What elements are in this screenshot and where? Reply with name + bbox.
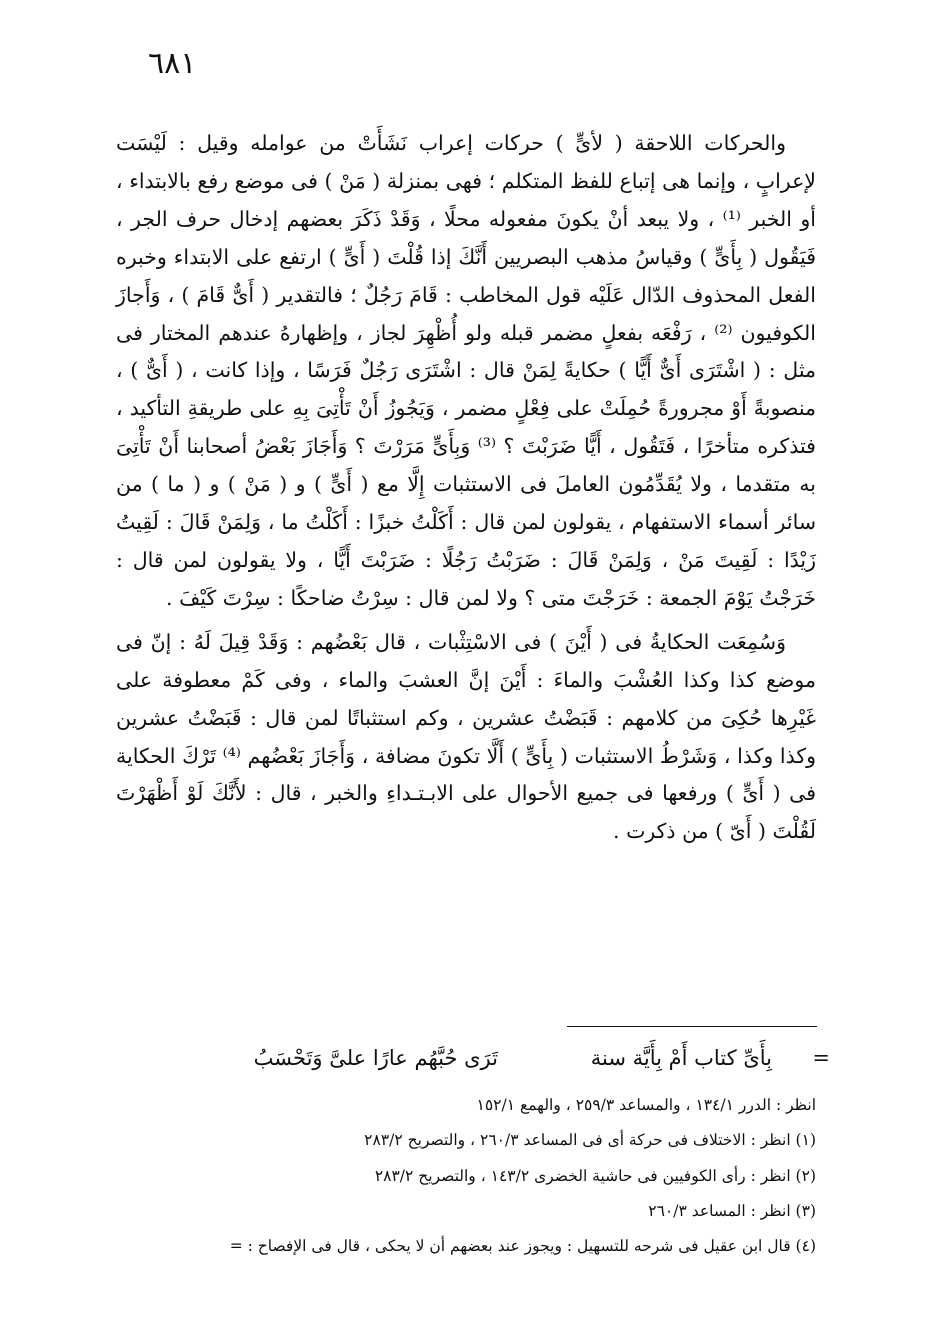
footnote-source: انظر : الدرر ١٣٤/١ ، والمساعد ٢٥٩/٣ ، والهمع ١٥٢/١ <box>476 1096 816 1114</box>
footnote-separator <box>567 1026 817 1027</box>
verse-line <box>150 1040 830 1086</box>
main-text <box>116 125 816 851</box>
footnotes <box>116 1088 816 1264</box>
footnote-4: (٤) قال ابن عقيل فى شرحه للتسهيل : ويجوز عند بعضهم أن لا يحكى ، قال فى الإفصاح : = <box>229 1237 816 1256</box>
page-number: ٦٨١ <box>148 46 197 81</box>
verse-first-hemistich: بِأَىِّ كتاب أَمْ بِأَيَّة سنة <box>590 1046 772 1070</box>
paragraph-1: والحركات اللاحقة ( لأىٍّ ) حركات إعراب نَشَأَتْ من عوامله وقيل : لَيْسَت لإعرابٍ ، وإنما هى إتباع للفظ المتكلم ؛ فهى بمنزلة ( مَنْ ) فى موضع رفع بالابتداء ، أو الخبر ⁽¹⁾ ، ولا يبعد أنْ يكونَ مفعوله محلًا ، وَقَدْ ذَكَرَ بعضهم إدخال حرف الجر ، فَيَقُول ( بِأَىٍّ ) وقياسُ مذهب البصريين أَنَّكَ إذا قُلْتَ ( أَىٍّ ) ارتفع على الابتداء وخبره الفعل المحذوف الدّال عَلَيْه قول المخاطب : قَامَ رَجُلٌ ؛ فالتقدير ( أَىٌّ قَامَ ) ، وَأَجازَ الكوفيون ⁽²⁾ ، رَفْعَه بفعلٍ مضمر قبله ولو أُظْهِرَ لجاز ، وإظهارهُ عندهم المختار فى مثل : ( اشْتَرَى أَىٌّ أَيًّا ) حكايةً لِمَنْ قال : اشْتَرَى رَجُلٌ فَرَسًا ، وإذا كانت ، ( أَىٌّ ) ، منصوبةً أَوْ مجرورةً حُمِلَتْ على فِعْلٍ مضمر ، وَيَجُوزُ أَنْ تَأْتِىَ بِهِ على طريقةِ التأكيد ، فتذكره متأخرًا ، فَتَقُول ، أَيًّا ضَرَبْتَ ؟ ⁽³⁾ وَبِأَىٍّ مَرَرْتَ ؟ وَأَجَازَ بَعْضُ أصحابنا أَنْ تَأْتِىَ به متقدما ، ولا يُقَدِّمُون العاملَ فى الاستثبات إِلَّا مع ( أَىٍّ ) و ( مَنْ ) و ( ما ) من سائر أسماء الاستفهام ، يقولون لمن قال : أَكَلْتُ خبزًا : أَكَلْتُ ما ، وَلِمَنْ قَالَ : لَقِيتُ زَيْدًا : لَقِيتَ مَنْ ، وَلِمَنْ قَالَ : ضَرَبْتُ رَجُلًا : ضَرَبْتَ أَيًّا ، ولا يقولون لمن قال : خَرَجْتُ يَوْمَ الجمعة : خَرَجْتَ متى ؟ ولا لمن قال : سِرْتُ ضاحكًا : سِرْتَ كَيْفَ . <box>116 131 816 610</box>
footnote-2: (٢) انظر : رأى الكوفيين فى حاشية الخضرى ١٤٣/٢ ، والتصريح ٢٨٣/٢ <box>374 1166 816 1185</box>
verse-second-hemistich: تَرَى حُبَّهُم عارًا علىَّ وَتَحْسَبُ <box>253 1046 498 1070</box>
continuation-marker: = <box>812 1046 830 1070</box>
paragraph-2: وَسُمِعَت الحكايةُ فى ( أَيْنَ ) فى الاسْتِثْبات ، قال بَعْضُهم : وَقَدْ قِيلَ لَهُ : إنّ فى موضع كذا وكذا العُشْبَ والماءَ : أَيْنَ إنَّ العشبَ والماء ، وفى كَمْ معطوفة على غَيْرِها حُكِىَ من كلامهم : قَبَضْتُ عشرين ، وكم استثباتًا لمن قال : قَبَضْتُ عشرين وكذا وكذا ، وَشَرْطُ الاستثبات ( بِأَىٍّ ) أَلَّا تكونَ مضافة ، وَأَجَازَ بَعْضُهم ⁽⁴⁾ تَرْكَ الحكاية فى ( أَىٍّ ) ورفعها فى جميع الأحوال على الابـتـداءِ والخبر ، قال : لأَنَّكَ لَوْ أَظْهَرْتَ لَقُلْتَ ( أَىّ ) من ذكرت . <box>116 629 816 844</box>
footnote-3: (٣) انظر : المساعد ٢٦٠/٣ <box>648 1201 816 1220</box>
footnote-1: (١) انظر : الاختلاف فى حركة أى فى المساعد ٢٦٠/٣ ، والتصريح ٢٨٣/٢ <box>364 1131 816 1150</box>
